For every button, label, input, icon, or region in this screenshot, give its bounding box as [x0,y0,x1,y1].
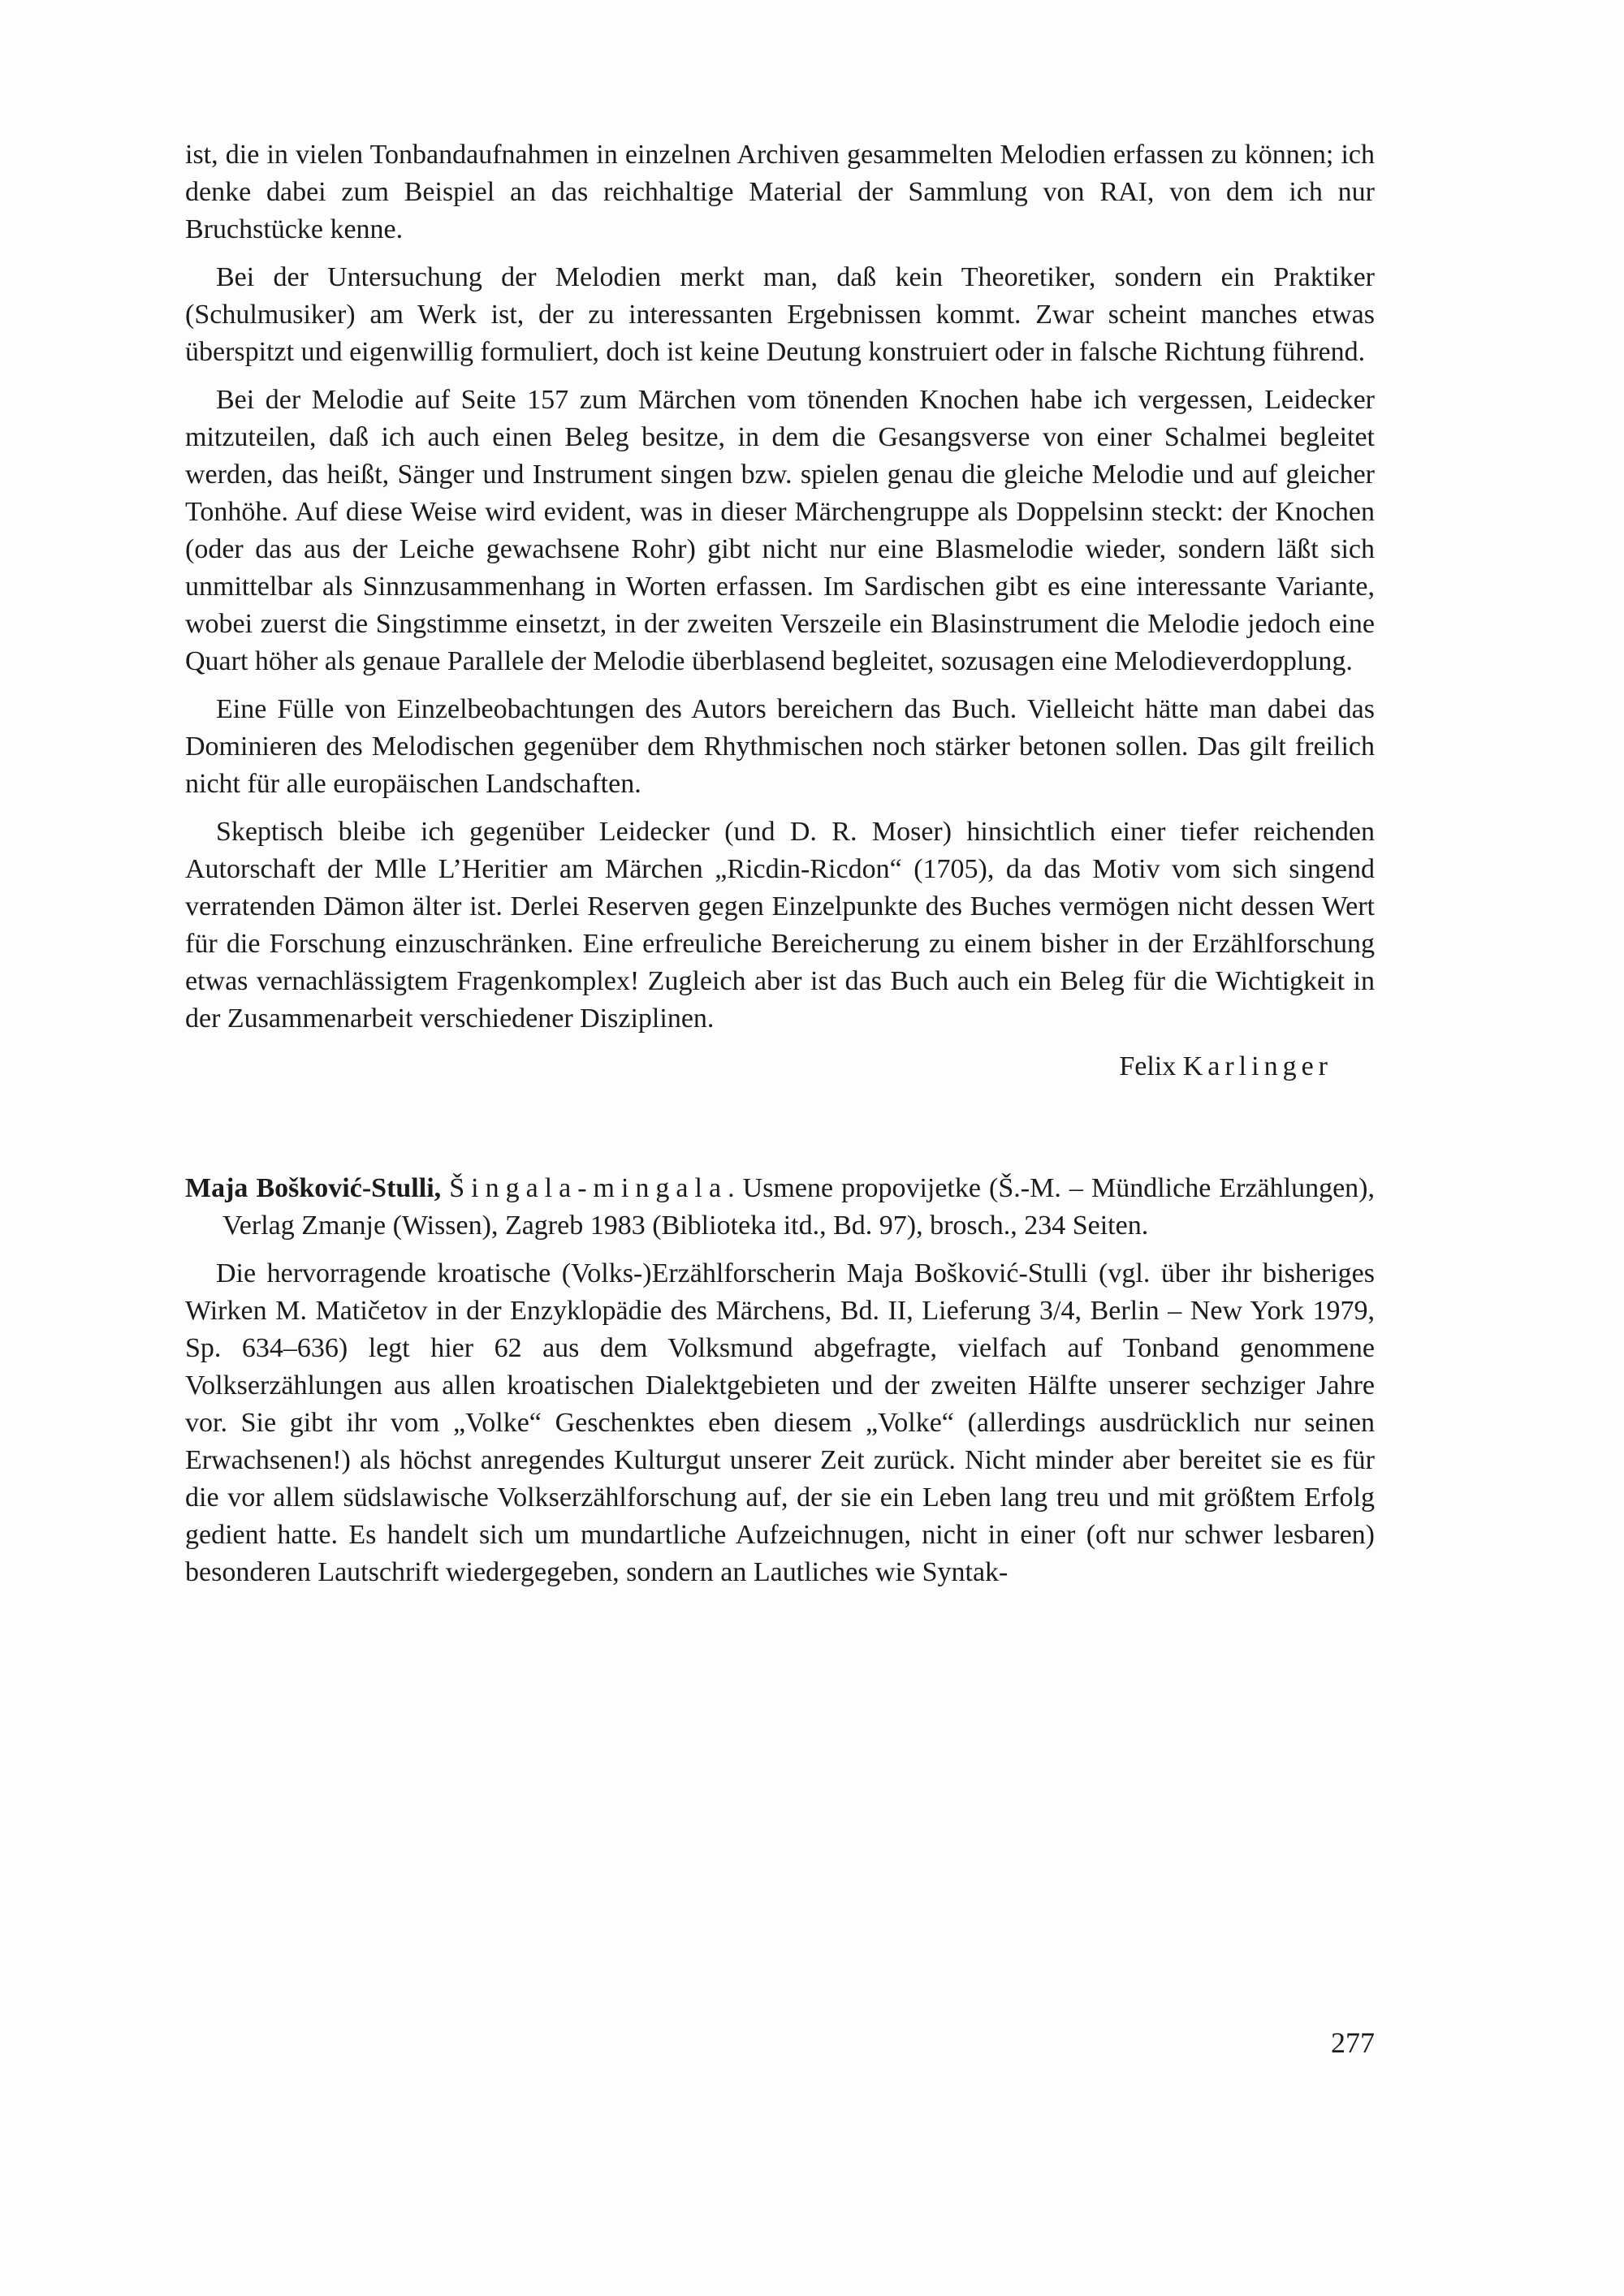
review-heading-title: Šingala-mingala [449,1173,728,1203]
review-signature [185,1048,1375,1085]
signature-first-name: Felix [1119,1051,1177,1081]
text-column [185,136,1375,1602]
review-heading [185,1170,1375,1245]
paragraph: Bei der Melodie auf Seite 157 zum Märchen vom tönenden Knochen habe ich vergessen, Leidecker mitzuteilen, daß ich auch einen Beleg besitze, in dem die Gesangsverse von einer Schalmei begleitet werden, das heißt, Sänger und Instrument singen bzw. spielen genau die gleiche Melodie und auf gleicher Tonhöhe. Auf diese Weise wird evident, was in dieser Märchengruppe als Doppelsinn steckt: der Knochen (oder das aus der Leiche gewachsene Rohr) gibt nicht nur eine Blasmelodie wieder, sondern läßt sich unmittelbar als Sinnzusammenhang in Worten erfassen. Im Sardischen gibt es eine interessante Variante, wobei zuerst die Singstimme einsetzt, in der zweiten Verszeile ein Blasinstrument die Melodie jedoch eine Quart höher als genaue Parallele der Melodie überblasend begleitet, sozusagen eine Melodieverdopplung. [185,385,1375,676]
paragraph: Eine Fülle von Einzelbeobachtungen des Autors bereichern das Buch. Vielleicht hätte man dabei das Dominieren des Melodischen gegenüber dem Rhythmischen noch stärker betonen sollen. Das gilt freilich nicht für alle europäischen Landschaften. [185,694,1375,799]
review-heading-bibliographic-details: . Usmene propovijetke (Š.-M. – Mündliche Erzählungen), Verlag Zmanje (Wissen), Zagreb 1983 (Biblioteka itd., Bd. 97), brosch., 234 Seiten. [222,1173,1375,1241]
signature-last-name: Karlinger [1182,1051,1332,1081]
paragraph-continuation: ist, die in vielen Tonbandaufnahmen in einzelnen Archiven gesammelten Melodien erfassen zu können; ich denke dabei zum Beispiel an das reichhaltige Material der Sammlung von RAI, von dem ich nur Bruchstücke kenne. [185,140,1375,244]
paragraph: Bei der Untersuchung der Melodien merkt man, daß kein Theoretiker, sondern ein Praktiker (Schulmusiker) am Werk ist, der zu interessanten Ergebnissen kommt. Zwar scheint manches etwas überspitzt und eigenwillig formuliert, doch ist keine Deutung konstruiert oder in falsche Richtung führend. [185,262,1375,367]
review-heading-author: Maja Bošković-Stulli, [185,1173,442,1203]
page-number: 277 [1331,2026,1375,2059]
paragraph: Skeptisch bleibe ich gegenüber Leidecker (und D. R. Moser) hinsichtlich einer tiefer reichenden Autorschaft der Mlle L’Heritier am Märchen „Ricdin-Ricdon“ (1705), da das Motiv vom sich singend verratenden Dämon älter ist. Derlei Reserven gegen Einzelpunkte des Buches vermögen nicht dessen Wert für die Forschung einzuschränken. Eine erfreuliche Bereicherung zu einem bisher in der Erzählforschung etwas vernachlässigtem Fragenkomplex! Zugleich aber ist das Buch auch ein Beleg für die Wichtigkeit in der Zusammenarbeit verschiedener Disziplinen. [185,817,1375,1034]
paragraph: Die hervorragende kroatische (Volks-)Erzählforscherin Maja Bošković-Stulli (vgl. über ihr bisheriges Wirken M. Matičetov in der Enzyklopädie des Märchens, Bd. II, Lieferung 3/4, Berlin – New York 1979, Sp. 634–636) legt hier 62 aus dem Volksmund abgefragte, vielfach auf Tonband genommene Volkserzählungen aus allen kroatischen Dialektgebieten und der zweiten Hälfte unserer sechziger Jahre vor. Sie gibt ihr vom „Volke“ Geschenktes eben diesem „Volke“ (allerdings ausdrücklich nur seinen Erwachsenen!) als höchst anregendes Kulturgut unserer Zeit zurück. Nicht minder aber bereitet sie es für die vor allem südslawische Volkserzählforschung auf, der sie ein Leben lang treu und mit größtem Erfolg gedient hatte. Es handelt sich um mundartliche Aufzeichnugen, nicht in einer (oft nur schwer lesbaren) besonderen Lautschrift wiedergegeben, sondern an Lautliches wie Syntak- [185,1258,1375,1587]
